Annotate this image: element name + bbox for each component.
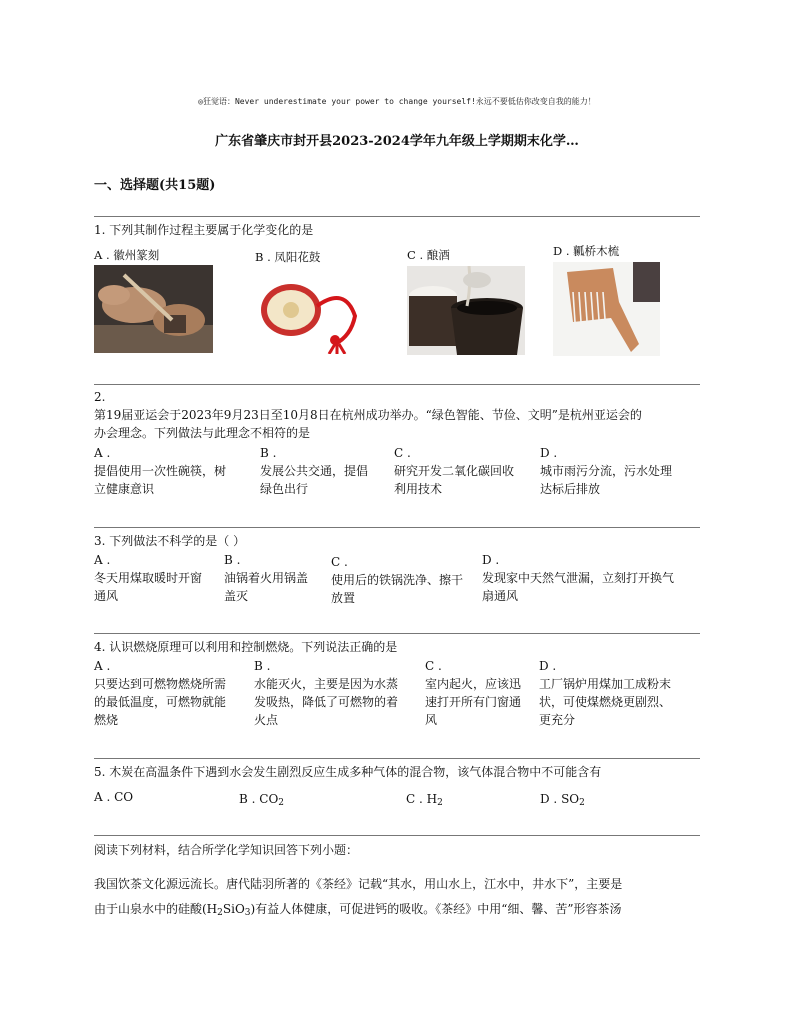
q4-option-b-line1: 水能灭火，主要是因为水蒸 [254,677,399,691]
divider-q1 [94,216,700,217]
q4-option-a[interactable] [94,657,249,729]
reading-line2-part-a: 由于山泉水中的硅酸(H [94,902,218,916]
q1-option-c-label: C . 酿酒 [407,248,450,262]
motto-line: ◎狂觉语：Never underestimate your power to change yourself!永远不要低估你改变自我的能力！ [198,97,596,106]
q3-option-d-line2: 扇通风 [482,589,519,603]
q4-option-c-line3: 风 [425,713,438,727]
reading-paragraph-line1: 我国饮茶文化源远流长。唐代陆羽所著的《茶经》记载“其水，用山水上，江水中，井水下”，主要是 [94,877,623,891]
q2-option-c-line1: 研究开发二氧化碳回收 [394,464,515,478]
q1-option-a-label: A . 徽州篆刻 [94,248,160,262]
q5-option-b-sub: 2 [278,798,285,808]
q4-option-a-line1: 只要达到可燃物燃烧所需 [94,677,227,691]
q2-option-a-line2: 立健康意识 [94,482,155,496]
divider-q3 [94,527,700,528]
q4-option-b-letter: B . [254,659,271,673]
q3-option-c-line2: 放置 [331,591,356,605]
q4-option-b[interactable] [254,657,422,729]
q3-option-a[interactable] [94,551,224,605]
q2-option-b[interactable] [260,444,390,498]
q5-option-c[interactable] [406,790,443,812]
q1-option-c[interactable] [407,246,450,264]
q2-option-d[interactable] [540,444,700,498]
q1-stem: 1. 下列其制作过程主要属于化学变化的是 [94,223,314,237]
q1-option-b-label: B . 凤阳花鼓 [255,250,321,264]
q3-option-d-line1: 发现家中天然气泄漏，立刻打开换气 [482,571,675,585]
q4-option-c-line2: 速打开所有门窗通 [425,695,522,709]
page-title: 广东省肇庆市封开县2023-2024学年九年级上学期期末化学… [215,134,579,149]
wine-brewing-photo [407,266,525,355]
flower-drum-photo [255,266,366,354]
q5-option-a-text: A . CO [94,790,134,804]
q2-option-b-line2: 绿色出行 [260,482,309,496]
q4-option-c-line1: 室内起火，应该迅 [425,677,522,691]
q4-option-d-line2: 状，可使煤燃烧更剧烈、 [539,695,672,709]
reading-line2-sub1: 2 [217,908,223,918]
q2-option-c[interactable] [394,444,534,498]
q1-option-b[interactable] [255,248,320,266]
q5-option-a[interactable] [94,788,133,810]
q4-option-c[interactable] [425,657,537,729]
divider-q4 [94,633,700,634]
q2-option-c-letter: C . [394,446,411,460]
q3-option-c-letter: C . [331,555,348,569]
reading-line2-sub2: 3 [244,908,251,918]
q2-option-a[interactable] [94,444,254,498]
q2-option-a-letter: A . [94,446,111,460]
q2-option-d-line2: 达标后排放 [540,482,601,496]
q2-stem-line2: 办会理念。下列做法与此理念不相符的是 [94,426,311,440]
q5-option-d-text: D . SO [540,792,580,806]
q3-option-c-line1: 使用后的铁锅洗净、擦干 [331,573,464,587]
q4-option-b-line3: 火点 [254,713,279,727]
q2-option-b-letter: B . [260,446,277,460]
q3-option-a-letter: A . [94,553,111,567]
reading-intro: 阅读下列材料，结合所学化学知识回答下列小题： [94,843,359,857]
section-title: 一、选择题(共15题) [94,178,216,193]
q3-option-b[interactable] [224,551,328,605]
q3-option-b-line1: 油锅着火用锅盖 [224,571,309,585]
q3-option-b-letter: B . [224,553,241,567]
q2-stem-line1: 第19届亚运会于2023年9月23日至10月8日在杭州成功举办。“绿色智能、节俭、文明”是杭州亚运会的 [94,408,642,422]
q4-option-a-line2: 的最低温度，可燃物就能 [94,695,227,709]
q3-option-a-line1: 冬天用煤取暖时开窗 [94,571,203,585]
q4-option-b-line2: 发吸热，降低了可燃物的着 [254,695,399,709]
q2-number: 2. [94,390,106,404]
q4-option-c-letter: C . [425,659,442,673]
q5-option-b[interactable] [239,790,284,812]
q1-option-a[interactable] [94,246,159,264]
q4-option-d-line1: 工厂锅炉用煤加工成粉末 [539,677,672,691]
q4-stem: 4. 认识燃烧原理可以利用和控制燃烧。下列说法正确的是 [94,640,398,654]
q3-option-a-line2: 通风 [94,589,119,603]
q3-option-d-letter: D . [482,553,500,567]
q5-option-d-sub: 2 [579,798,585,808]
reading-line2-part-c: )有益人体健康，可促进钙的吸收。《茶经》中用“细、馨、苦”形容茶汤 [250,902,622,916]
q5-stem: 5. 木炭在高温条件下遇到水会发生剧烈反应生成多种气体的混合物，该气体混合物中不可能含有 [94,765,602,779]
seal-carving-photo [94,265,213,353]
q3-option-c[interactable] [331,553,481,607]
q5-option-b-text: B . CO [239,792,279,806]
q1-option-d[interactable] [553,242,619,260]
q2-option-d-letter: D . [540,446,558,460]
q4-option-d-line3: 更充分 [539,713,576,727]
divider-reading [94,835,700,836]
q4-option-d-letter: D . [539,659,557,673]
q3-stem: 3. 下列做法不科学的是（ ） [94,534,246,548]
q3-option-b-line2: 盖灭 [224,589,249,603]
divider-q2 [94,384,700,385]
q4-option-a-line3: 燃烧 [94,713,119,727]
q2-option-b-line1: 发展公共交通，提倡 [260,464,369,478]
reading-paragraph-line2 [94,897,706,925]
q4-option-a-letter: A . [94,659,111,673]
divider-q5 [94,758,700,759]
q1-option-d-label: D . 瓤桥木梳 [553,244,620,258]
reading-line2-part-b: SiO [222,902,245,916]
q4-option-d[interactable] [539,657,704,729]
q2-option-c-line2: 利用技术 [394,482,443,496]
q2-option-d-line1: 城市雨污分流，污水处理 [540,464,673,478]
q5-option-c-text: C . H [406,792,438,806]
wooden-comb-photo [553,262,660,356]
q3-option-d[interactable] [482,551,704,605]
q5-option-c-sub: 2 [437,798,443,808]
q2-option-a-line1: 提倡使用一次性碗筷，树 [94,464,227,478]
q5-option-d[interactable] [540,790,585,812]
